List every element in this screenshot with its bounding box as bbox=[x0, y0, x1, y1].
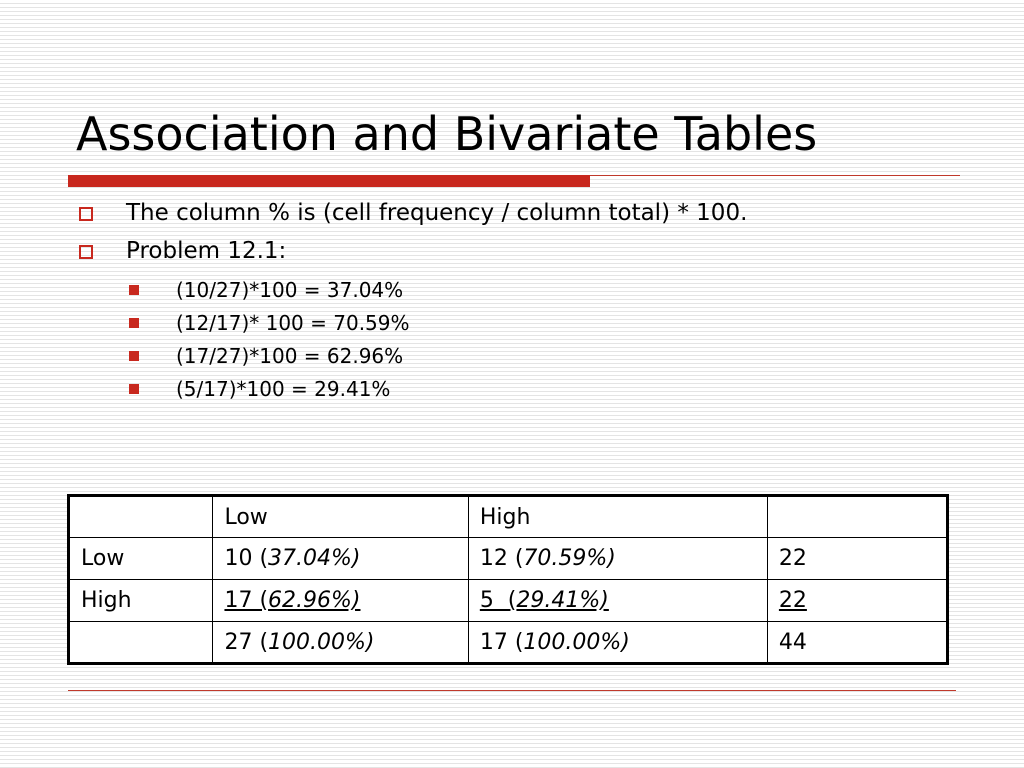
sub-bullet-text: (5/17)*100 = 29.41% bbox=[176, 377, 391, 401]
cell-percent: 100.00%) bbox=[523, 629, 630, 655]
row-total: 22 bbox=[767, 538, 947, 580]
header-cell-low: Low bbox=[213, 496, 468, 538]
bullet-text: The column % is (cell frequency / column total) * 100. bbox=[126, 200, 748, 226]
hollow-square-bullet-icon bbox=[79, 207, 93, 221]
row-label bbox=[69, 622, 213, 664]
sub-bullet-text: (17/27)*100 = 62.96% bbox=[176, 344, 404, 368]
header-cell-total bbox=[767, 496, 947, 538]
table-cell bbox=[468, 622, 767, 664]
table-cell bbox=[213, 580, 468, 622]
table-header-row bbox=[69, 496, 948, 538]
row-label: Low bbox=[69, 538, 213, 580]
row-label: High bbox=[69, 580, 213, 622]
cell-count: 12 ( bbox=[479, 546, 524, 571]
cell-count: 5 ( bbox=[479, 588, 517, 613]
cell-percent: 100.00%) bbox=[268, 629, 375, 655]
filled-square-bullet-icon bbox=[129, 285, 139, 295]
bullet-item bbox=[126, 198, 747, 228]
filled-square-bullet-icon bbox=[129, 351, 139, 361]
cell-count: 17 ( bbox=[224, 588, 269, 613]
cell-count: 10 ( bbox=[224, 546, 269, 571]
row-total: 44 bbox=[767, 622, 947, 664]
bivariate-table bbox=[67, 494, 949, 665]
sub-bullet-item bbox=[176, 375, 390, 403]
row-total: 22 bbox=[767, 580, 947, 622]
cell-percent: 37.04%) bbox=[268, 546, 361, 571]
sub-bullet-item bbox=[176, 276, 403, 304]
sub-bullet-text: (10/27)*100 = 37.04% bbox=[176, 278, 404, 302]
filled-square-bullet-icon bbox=[129, 318, 139, 328]
sub-bullet-item bbox=[176, 309, 410, 337]
header-cell-high: High bbox=[468, 496, 767, 538]
title-underline-thick bbox=[68, 175, 590, 187]
table-row bbox=[69, 580, 948, 622]
table-cell bbox=[213, 538, 468, 580]
table-cell bbox=[213, 622, 468, 664]
table-row bbox=[69, 538, 948, 580]
cell-count: 27 ( bbox=[224, 629, 269, 655]
filled-square-bullet-icon bbox=[129, 384, 139, 394]
table-cell bbox=[468, 580, 767, 622]
cell-count: 17 ( bbox=[479, 629, 524, 655]
sub-bullet-item bbox=[176, 342, 403, 370]
table-row bbox=[69, 622, 948, 664]
bullet-item bbox=[126, 236, 286, 266]
header-cell-corner bbox=[69, 496, 213, 538]
footer-divider bbox=[68, 690, 956, 691]
sub-bullet-text: (12/17)* 100 = 70.59% bbox=[176, 311, 410, 335]
cell-percent: 62.96%) bbox=[268, 588, 361, 613]
table-cell bbox=[468, 538, 767, 580]
slide-title: Association and Bivariate Tables bbox=[76, 107, 818, 161]
cell-percent: 29.41%) bbox=[516, 588, 609, 613]
cell-percent: 70.59%) bbox=[523, 546, 616, 571]
bullet-text: Problem 12.1: bbox=[126, 238, 287, 264]
hollow-square-bullet-icon bbox=[79, 245, 93, 259]
